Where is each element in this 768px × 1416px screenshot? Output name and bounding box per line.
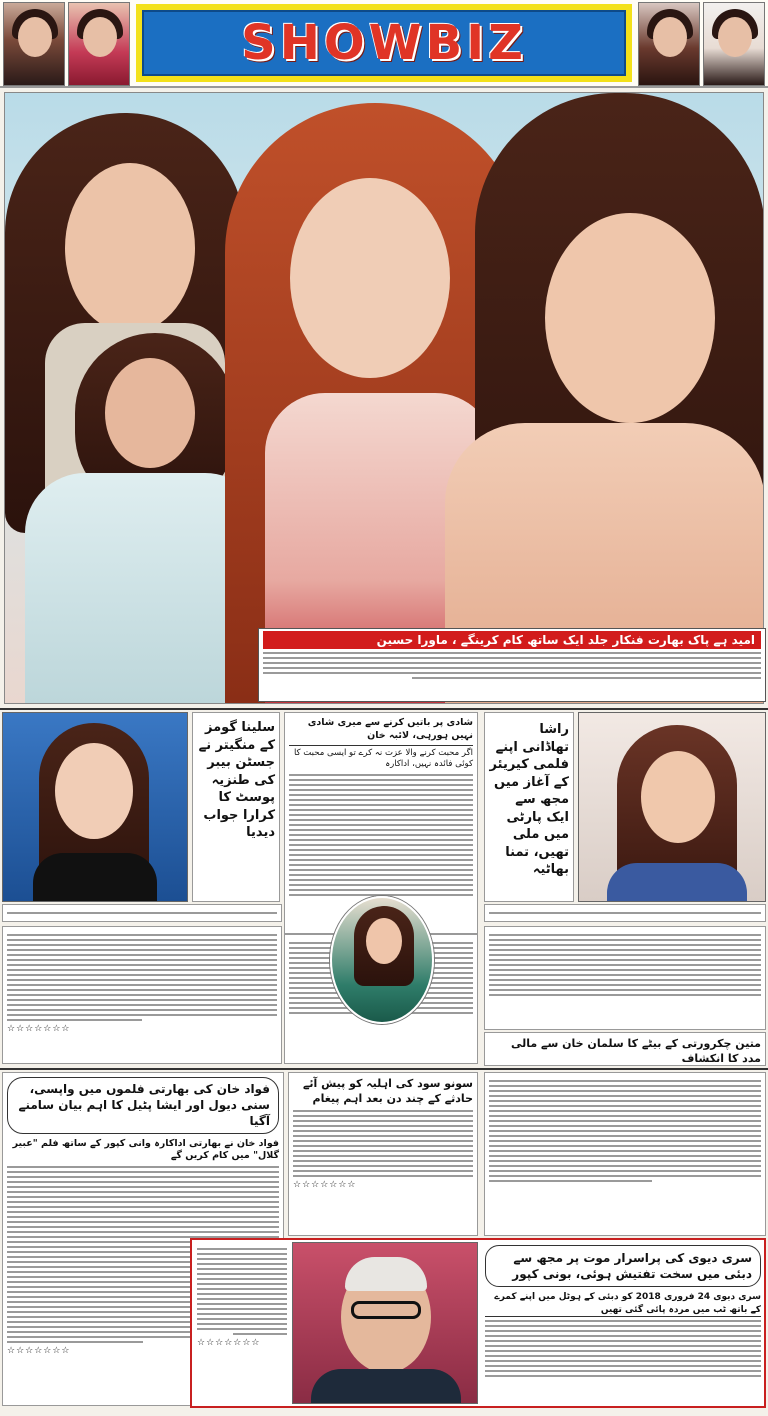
sonu-headline: سونو سود کی اہلیہ کو پیش آئے حادثے کے چند دن بعد اہم پیغام	[302, 1077, 473, 1105]
header-thumb-3	[638, 2, 700, 86]
rasha-story	[484, 712, 574, 902]
boney-subhead: سری دیوی 24 فروری 2018 کو دبئی کے ہوٹل میں اپنے کمرے کے باتھ ٹب میں مردہ پائی گئی تھیں	[485, 1291, 761, 1316]
page-title: SHOWBIZ	[241, 15, 527, 71]
laiba-photo	[330, 896, 434, 1024]
selena-stars: ☆☆☆☆☆☆☆	[7, 1024, 71, 1034]
header-thumb-1	[3, 2, 65, 86]
header-thumb-4	[703, 2, 765, 86]
laiba-headline: شادی پر باتیں کرنے سے میری شادی نہیں ہورہی، لائبہ خان	[289, 717, 473, 746]
rasha-headline: راشا تھاڈانی اپنے فلمی کیریئر کے آغاز میں مجھ سے ایک پارٹی میں ملی تھیں، تمنا بھاٹیہ	[489, 722, 569, 878]
selena-photo	[2, 712, 188, 902]
salman-story	[484, 1072, 766, 1236]
boney-photo	[292, 1242, 478, 1404]
hero-caption	[258, 628, 766, 702]
laiba-subhead: اگر محبت کرنے والا عزت نہ کرے تو ایسی محبت کا کوئی فائدہ نہیں، اداکارہ	[293, 747, 473, 770]
sonu-story	[288, 1072, 478, 1236]
fawad-stars: ☆☆☆☆☆☆☆	[7, 1346, 71, 1357]
fawad-subhead: فواد خان نے بھارتی اداکارہ وانی کپور کے ساتھ فلم "عبیر گلال" میں کام کریں گے	[12, 1137, 279, 1162]
boney-body-left	[194, 1242, 290, 1404]
tamannaah-photo	[578, 712, 766, 902]
fawad-headline: فواد خان کی بھارتی فلموں میں واپسی، سنی دیول اور ایشا پٹیل کا اہم بیان سامنے آگیا	[7, 1077, 279, 1134]
masthead	[0, 0, 768, 88]
selena-headline: سلینا گومز کے منگیتر نے جسٹن بیبر کی طنزیہ پوسٹ کا کرارا جواب دیدیا	[198, 720, 275, 841]
sonu-stars: ☆☆☆☆☆☆☆	[293, 1179, 357, 1190]
boney-story	[482, 1242, 764, 1404]
strip-right	[484, 904, 766, 922]
hero-headline: امید ہے پاک بھارت فنکار جلد ایک ساتھ کام کرینگے ، ماورا حسین	[263, 631, 761, 649]
boney-headline: سری دیوی کی پراسرار موت پر مجھ سے دبئی میں سخت تفتیش ہوئی، بونی کپور	[485, 1245, 761, 1287]
boney-stars: ☆☆☆☆☆☆☆	[197, 1338, 261, 1348]
mithun-story	[484, 1032, 766, 1066]
strip-left	[2, 904, 282, 922]
header-thumb-2	[68, 2, 130, 86]
mithun-headline: متین چکرورتی کے بیٹے کا سلمان خان سے مالی مدد کا انکشاف	[511, 1037, 761, 1065]
showbiz-banner	[136, 4, 632, 82]
hero-photo-collage	[4, 92, 764, 704]
selena-story	[192, 712, 280, 902]
selena-body	[2, 926, 282, 1064]
rasha-body	[484, 926, 766, 1030]
